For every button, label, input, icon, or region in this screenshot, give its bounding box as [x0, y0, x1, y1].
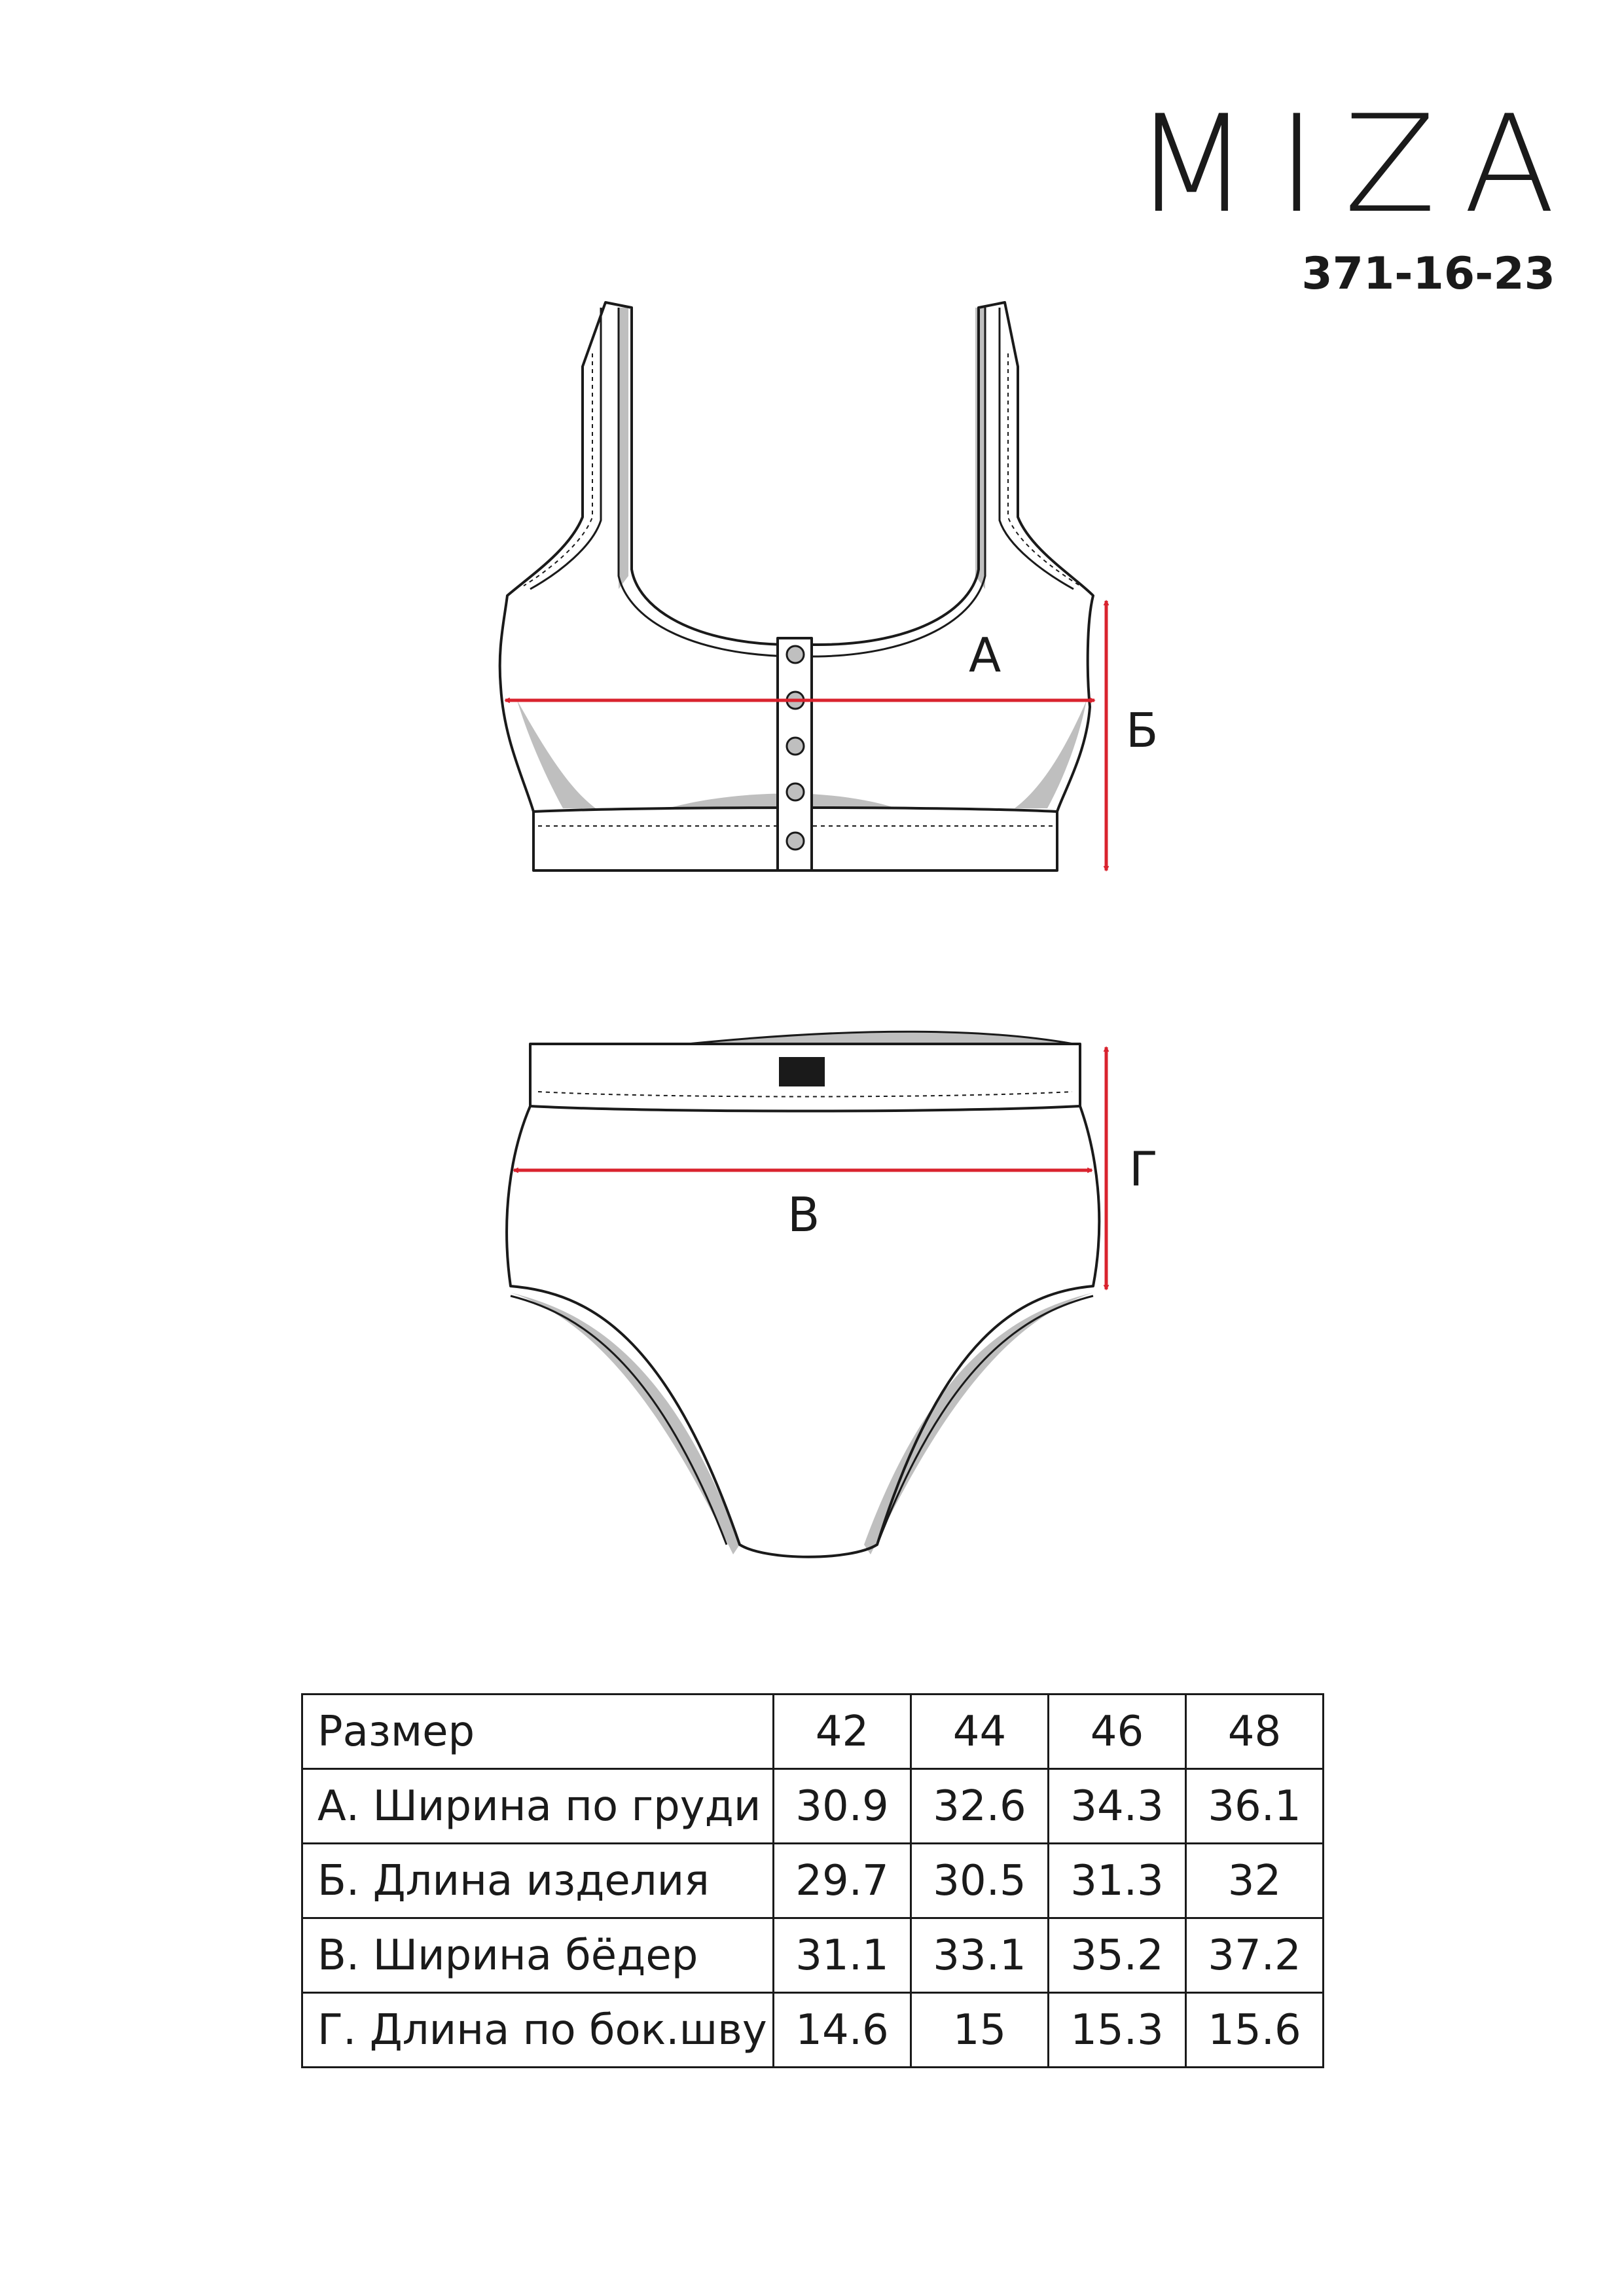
table-cell: 15.3 — [1049, 1993, 1186, 2068]
briefs-outline — [507, 1044, 1099, 1557]
table-cell: 30.5 — [911, 1844, 1049, 1918]
row-label: А. Ширина по груди — [302, 1769, 774, 1844]
table-row — [302, 1844, 1324, 1918]
table-cell: 35.2 — [1049, 1918, 1186, 1993]
snap-button — [787, 783, 804, 800]
table-cell: 32 — [1186, 1844, 1324, 1918]
row-label: Г. Длина по бок.шву — [302, 1993, 774, 2068]
size-header-cell: 46 — [1049, 1695, 1186, 1769]
article-number: 371-16-23 — [1301, 248, 1555, 300]
measure-label-side-length: Г — [1129, 1141, 1158, 1196]
leg-lining-left — [511, 1293, 740, 1554]
strap-lining-left — [619, 308, 628, 589]
measure-label-length: Б — [1126, 703, 1159, 758]
table-cell: 31.1 — [774, 1918, 911, 1993]
brand-logo: MIZA — [1133, 87, 1583, 243]
leg-lining-right — [864, 1293, 1093, 1554]
table-cell: 36.1 — [1186, 1769, 1324, 1844]
bra-lining-right — [1015, 700, 1087, 808]
brand-label-patch — [779, 1057, 825, 1086]
table-cell: 14.6 — [774, 1993, 911, 2068]
table-cell: 30.9 — [774, 1769, 911, 1844]
size-header-label: Размер — [302, 1695, 774, 1769]
table-cell: 32.6 — [911, 1769, 1049, 1844]
bra-sketch — [500, 302, 1093, 870]
size-header-cell: 44 — [911, 1695, 1049, 1769]
size-chart-table — [301, 1693, 1324, 2068]
snap-button — [787, 738, 804, 755]
table-cell: 29.7 — [774, 1844, 911, 1918]
table-cell: 34.3 — [1049, 1769, 1186, 1844]
size-header-cell: 42 — [774, 1695, 911, 1769]
table-cell: 31.3 — [1049, 1844, 1186, 1918]
table-cell: 15.6 — [1186, 1993, 1324, 2068]
snap-button — [787, 646, 804, 663]
table-row — [302, 1993, 1324, 2068]
row-label: Б. Длина изделия — [302, 1844, 774, 1918]
briefs-sketch — [507, 1031, 1099, 1557]
measure-label-chest: А — [969, 628, 1001, 683]
table-row — [302, 1918, 1324, 1993]
measure-label-hips: В — [787, 1187, 820, 1242]
bra-lining-left — [517, 700, 596, 808]
strap-lining-right — [975, 308, 985, 589]
row-label: В. Ширина бёдер — [302, 1918, 774, 1993]
table-row — [302, 1769, 1324, 1844]
table-cell: 15 — [911, 1993, 1049, 2068]
snap-button — [787, 833, 804, 850]
size-header-row — [302, 1695, 1324, 1769]
table-cell: 37.2 — [1186, 1918, 1324, 1993]
size-header-cell: 48 — [1186, 1695, 1324, 1769]
table-cell: 33.1 — [911, 1918, 1049, 1993]
